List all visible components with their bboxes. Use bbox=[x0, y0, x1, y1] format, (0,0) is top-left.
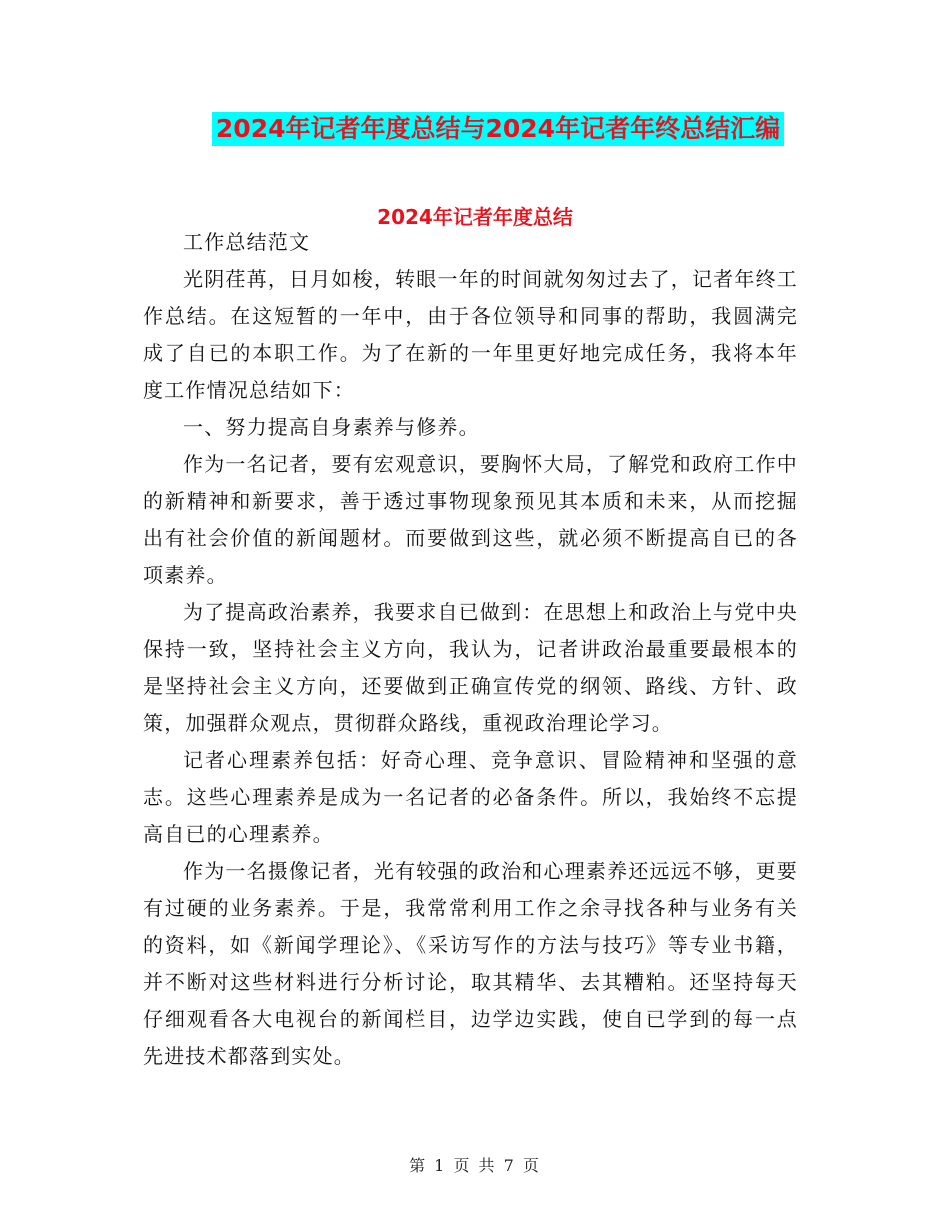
paragraph: 记者心理素养包括：好奇心理、竞争意识、冒险精神和坚强的意志。这些心理素养是成为一名记者的必备条件。所以，我始终不忘提高自已的心理素养。 bbox=[143, 748, 798, 846]
paragraph: 为了提高政治素养，我要求自已做到：在思想上和政治上与党中央保持一致，坚持社会主义方向，我认为，记者讲政治最重要最根本的是坚持社会主义方向，还要做到正确宣传党的纲领、路线、方针、政策，加强群众观点，贯彻群众路线，重视政治理论学习。 bbox=[143, 600, 798, 735]
paragraph: 一、努力提高自身素养与修养。 bbox=[183, 415, 480, 439]
document-body bbox=[143, 224, 798, 1075]
paragraph: 作为一名摄像记者，光有较强的政治和心理素养还远远不够，更要有过硬的业务素养。于是，我常常利用工作之余寻找各种与业务有关的资料，如《新闻学理论》、《采访写作的方法与技巧》等专业书籍，并不断对这些材料进行分析讨论，取其精华、去其糟粕。还坚持每天仔细观看各大电视台的新闻栏目，边学边实践，使自已学到的每一点先进技术都落到实处。 bbox=[143, 859, 798, 1068]
main-title: 2024年记者年度总结与2024年记者年终总结汇编 bbox=[212, 112, 784, 146]
main-title-container bbox=[0, 112, 950, 146]
paragraph: 光阴荏苒，日月如梭，转眼一年的时间就匆匆过去了，记者年终工作总结。在这短暂的一年中，由于各位领导和同事的帮助，我圆满完成了自已的本职工作。为了在新的一年里更好地完成任务，我将本年度工作情况总结如下： bbox=[143, 267, 798, 402]
paragraph: 作为一名记者，要有宏观意识，要胸怀大局，了解党和政府工作中的新精神和新要求，善于透过事物现象预见其本质和未来，从而挖掘出有社会价值的新闻题材。而要做到这些，就必须不断提高自已的各项素养。 bbox=[143, 452, 798, 587]
section-title: 2024年记者年度总结 bbox=[377, 205, 573, 229]
page-number-footer: 第 1 页 共 7 页 bbox=[409, 1156, 541, 1175]
paragraph: 工作总结范文 bbox=[183, 230, 311, 254]
